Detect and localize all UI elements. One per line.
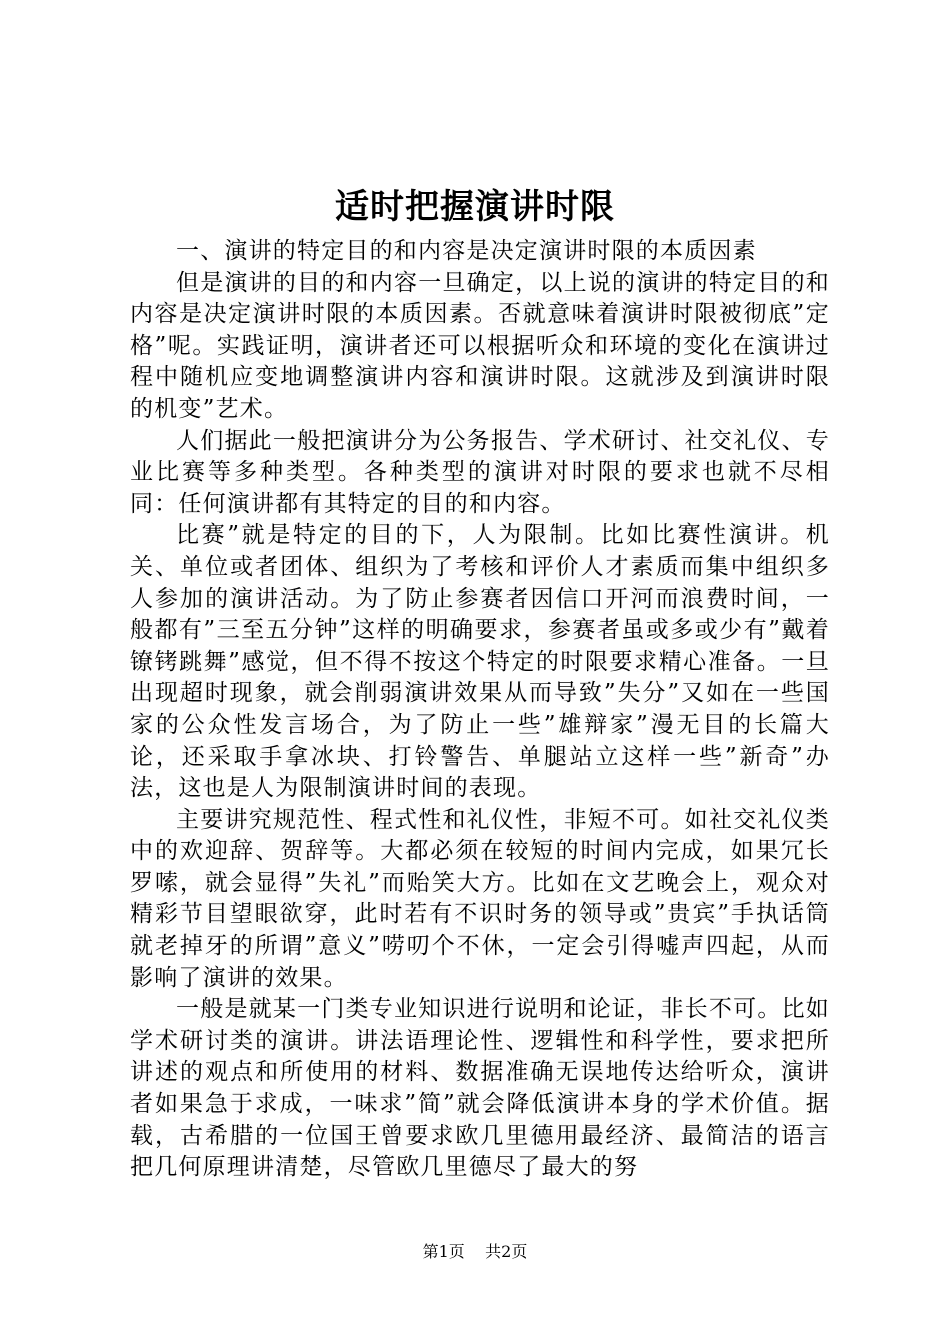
paragraph: 主要讲究规范性、程式性和礼仪性，非短不可。如社交礼仪类中的欢迎辞、贺辞等。大都必须在较短的时间内完成，如果冗长罗嗦，就会显得”失礼”而贻笑大方。比如在文艺晚会上，观众对精彩节目望眼欲穿，此时若有不识时务的领导或”贵宾”手执话筒就老掉牙的所谓”意义”唠叨个不休，一定会引得嘘声四起，从而影响了演讲的效果。 <box>130 806 830 991</box>
page-footer <box>0 1240 950 1264</box>
document-body <box>130 236 830 1184</box>
page-number: 第1页 <box>422 1242 465 1261</box>
paragraph: 比赛”就是特定的目的下，人为限制。比如比赛性演讲。机关、单位或者团体、组织为了考核和评价人才素质而集中组织多人参加的演讲活动。为了防止参赛者因信口开河而浪费时间，一般都有”三至五分钟”这样的明确要求，参赛者虽或多或少有”戴着镣铐跳舞”感觉，但不得不按这个特定的时限要求精心准备。一旦出现超时现象，就会削弱演讲效果从而导致”失分”又如在一些国家的公众性发言场合，为了防止一些”雄辩家”漫无目的长篇大论，还采取手拿冰块、打铃警告、单腿站立这样一些”新奇”办法，这也是人为限制演讲时间的表现。 <box>130 522 830 802</box>
paragraph: 但是演讲的目的和内容一旦确定，以上说的演讲的特定目的和内容是决定演讲时限的本质因素。否就意味着演讲时限被彻底”定格”呢。实践证明，演讲者还可以根据听众和环境的变化在演讲过程中随机应变地调整演讲内容和演讲时限。这就涉及到演讲时限的机变”艺术。 <box>130 269 830 422</box>
page-total: 共2页 <box>485 1242 528 1261</box>
paragraph: 人们据此一般把演讲分为公务报告、学术研讨、社交礼仪、专业比赛等多种类型。各种类型的演讲对时限的要求也就不尽相同：任何演讲都有其特定的目的和内容。 <box>130 427 830 517</box>
footer-separator <box>470 1242 480 1261</box>
paragraph-heading: 一、演讲的特定目的和内容是决定演讲时限的本质因素 <box>176 238 757 264</box>
document-title: 适时把握演讲时限 <box>335 187 615 227</box>
paragraph: 一般是就某一门类专业知识进行说明和论证，非长不可。比如学术研讨类的演讲。讲法语理论性、逻辑性和科学性，要求把所讲述的观点和所使用的材料、数据准确无误地传达给听众，演讲者如果急于求成，一味求”简”就会降低演讲本身的学术价值。据载，古希腊的一位国王曾要求欧几里德用最经济、最简洁的语言把几何原理讲清楚，尽管欧几里德尽了最大的努 <box>130 996 830 1181</box>
